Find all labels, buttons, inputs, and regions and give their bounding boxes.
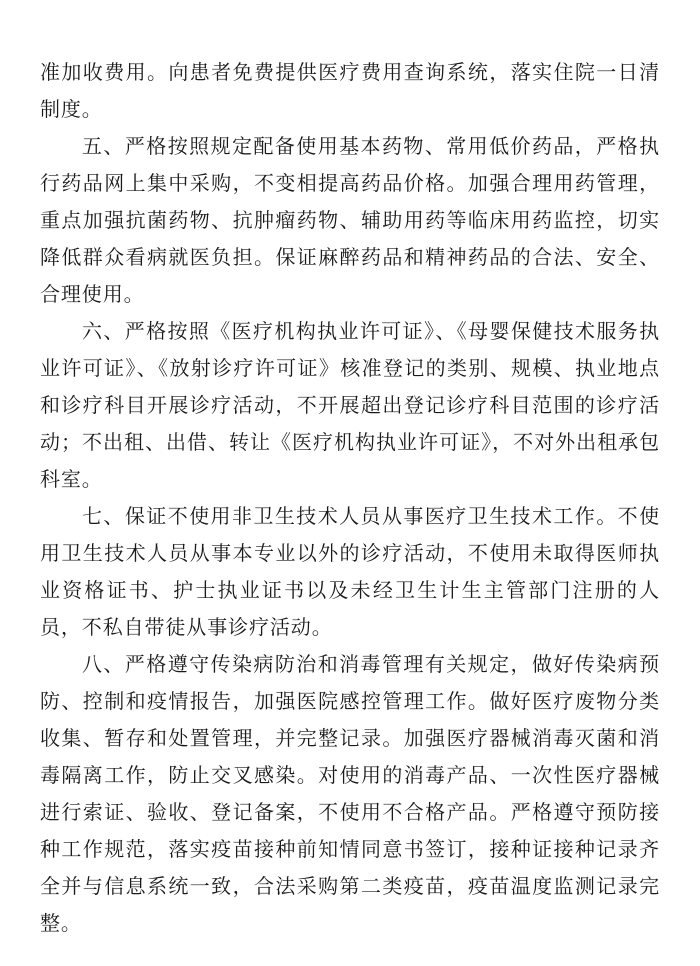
paragraph-item-8: 八、严格遵守传染病防治和消毒管理有关规定，做好传染病预防、控制和疫情报告，加强医院感控管理工作。做好医疗废物分类收集、暂存和处置管理，并完整记录。加强医疗器械消毒灭菌和消毒隔离工作，防止交叉感染。对使用的消毒产品、一次性医疗器械进行索证、验收、登记备案，不使用不合格产品。严格遵守预防接种工作规范，落实疫苗接种前知情同意书签订，接种证接种记录齐全并与信息系统一致，合法采购第二类疫苗，疫苗温度监测记录完整。 (40, 652, 660, 935)
paragraph-item-5: 五、严格按照规定配备使用基本药物、常用低价药品，严格执行药品网上集中采购，不变相提高药品价格。加强合理用药管理，重点加强抗菌药物、抗肿瘤药物、辅助用药等临床用药监控，切实降低群众看病就医负担。保证麻醉药品和精神药品的合法、安全、合理使用。 (40, 134, 660, 306)
paragraph-item-6: 六、严格按照《医疗机构执业许可证》、《母婴保健技术服务执业许可证》、《放射诊疗许可证》核准登记的类别、规模、执业地点和诊疗科目开展诊疗活动，不开展超出登记诊疗科目范围的诊疗活动；不出租、出借、转让《医疗机构执业许可证》，不对外出租承包科室。 (40, 319, 660, 491)
paragraph-item-7: 七、保证不使用非卫生技术人员从事医疗卫生技术工作。不使用卫生技术人员从事本专业以外的诊疗活动，不使用未取得医师执业资格证书、护士执业证书以及未经卫生计生主管部门注册的人员，不私自带徒从事诊疗活动。 (40, 504, 660, 639)
paragraph-continuation: 准加收费用。向患者免费提供医疗费用查询系统，落实住院一日清制度。 (40, 60, 660, 121)
